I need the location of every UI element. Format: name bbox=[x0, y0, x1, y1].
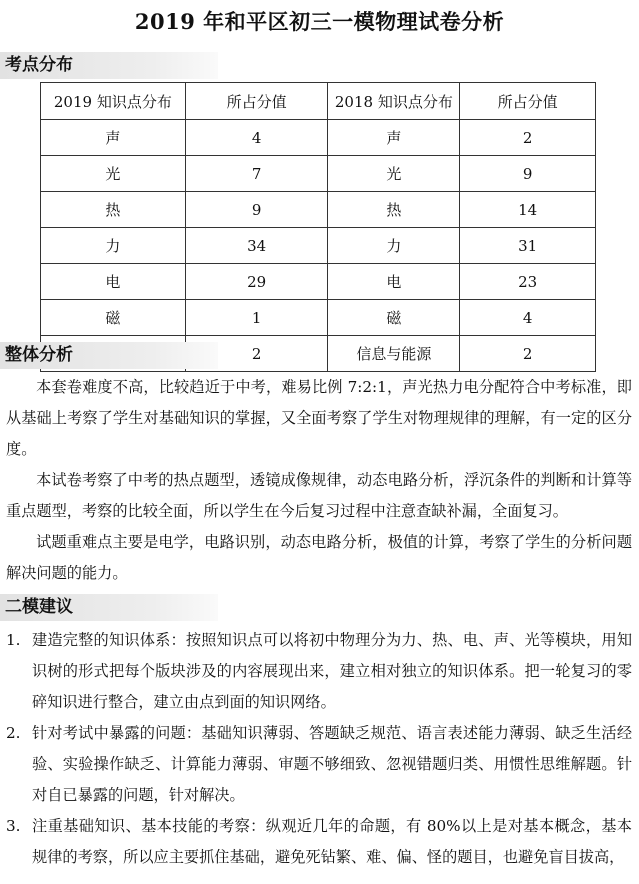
analysis-paragraph bbox=[6, 527, 632, 589]
table-cell: 14 bbox=[460, 192, 596, 228]
paragraph-text: 试题重难点主要是电学，电路识别，动态电路分析，极值的计算，考察了学生的分析问题解决问题的能力。 bbox=[6, 533, 632, 582]
table-cell: 热 bbox=[328, 192, 460, 228]
section-heading-distribution: 考点分布 bbox=[0, 52, 218, 79]
analysis-paragraph bbox=[6, 465, 632, 527]
table-cell: 热 bbox=[41, 192, 186, 228]
table-cell: 9 bbox=[460, 156, 596, 192]
table-cell: 电 bbox=[41, 264, 186, 300]
paragraph-text: 本套卷难度不高，比较趋近于中考，难易比例 7:2:1，声光热力电分配符合中考标准，即从基础上考察了学生对基础知识的掌握，又全面考察了学生对物理规律的理解，有一定的区分度。 bbox=[6, 378, 632, 458]
table-cell: 9 bbox=[185, 192, 328, 228]
table-cell: 2 bbox=[460, 120, 596, 156]
table-cell: 23 bbox=[460, 264, 596, 300]
table-cell: 磁 bbox=[41, 300, 186, 336]
suggestion-text: 注重基础知识、基本技能的考察：纵观近几年的命题，有 80%以上是对基本概念，基本规律的考察，所以应主要抓住基础，避免死钻繁、难、偏、怪的题目，也避免盲目拔高， bbox=[32, 817, 632, 866]
table-cell: 信息与能源 bbox=[328, 336, 460, 372]
table-cell: 34 bbox=[185, 228, 328, 264]
table-row bbox=[41, 156, 596, 192]
table-row bbox=[41, 300, 596, 336]
suggestion-number: 1. bbox=[6, 631, 21, 649]
suggestion-number: 3. bbox=[6, 817, 21, 835]
table-row bbox=[41, 228, 596, 264]
table-cell: 2 bbox=[460, 336, 596, 372]
section-heading-analysis: 整体分析 bbox=[0, 342, 218, 369]
suggestion-text: 建造完整的知识体系：按照知识点可以将初中物理分为力、热、电、声、光等模块，用知识树的形式把每个版块涉及的内容展现出来，建立相对独立的知识体系。把一轮复习的零碎知识进行整合，建立由点到面的知识网络。 bbox=[32, 631, 632, 711]
knowledge-distribution-table bbox=[40, 82, 596, 372]
table-header-row bbox=[41, 83, 596, 120]
section-heading-suggestions: 二模建议 bbox=[0, 594, 218, 621]
column-header: 所占分值 bbox=[460, 83, 596, 120]
table-cell: 声 bbox=[41, 120, 186, 156]
suggestion-item bbox=[6, 718, 632, 811]
table-cell: 力 bbox=[328, 228, 460, 264]
table-cell: 光 bbox=[41, 156, 186, 192]
table-cell: 力 bbox=[41, 228, 186, 264]
table-cell: 2 bbox=[185, 336, 328, 372]
suggestion-text: 针对考试中暴露的问题：基础知识薄弱、答题缺乏规范、语言表述能力薄弱、缺乏生活经验、实验操作缺乏、计算能力薄弱、审题不够细致、忽视错题归类、用惯性思维解题。针对自已暴露的问题，针对解决。 bbox=[32, 724, 632, 804]
table-cell: 声 bbox=[328, 120, 460, 156]
paragraph-text: 本试卷考察了中考的热点题型，透镜成像规律，动态电路分析，浮沉条件的判断和计算等重点题型，考察的比较全面，所以学生在今后复习过程中注意查缺补漏，全面复习。 bbox=[6, 471, 632, 520]
table-cell: 29 bbox=[185, 264, 328, 300]
column-header: 2019 知识点分布 bbox=[41, 83, 186, 120]
table-cell: 31 bbox=[460, 228, 596, 264]
suggestion-item bbox=[6, 625, 632, 718]
table-cell: 1 bbox=[185, 300, 328, 336]
table-cell: 4 bbox=[185, 120, 328, 156]
table-cell: 磁 bbox=[328, 300, 460, 336]
analysis-paragraph bbox=[6, 372, 632, 465]
column-header: 所占分值 bbox=[185, 83, 328, 120]
suggestion-item bbox=[6, 811, 632, 873]
table-cell: 电 bbox=[328, 264, 460, 300]
table-row bbox=[41, 192, 596, 228]
suggestion-number: 2. bbox=[6, 724, 21, 742]
table-cell: 4 bbox=[460, 300, 596, 336]
column-header: 2018 知识点分布 bbox=[328, 83, 460, 120]
table-row bbox=[41, 264, 596, 300]
table-cell: 光 bbox=[328, 156, 460, 192]
page-title: 2019 年和平区初三一模物理试卷分析 bbox=[134, 9, 505, 34]
table-cell: 7 bbox=[185, 156, 328, 192]
table-row bbox=[41, 120, 596, 156]
